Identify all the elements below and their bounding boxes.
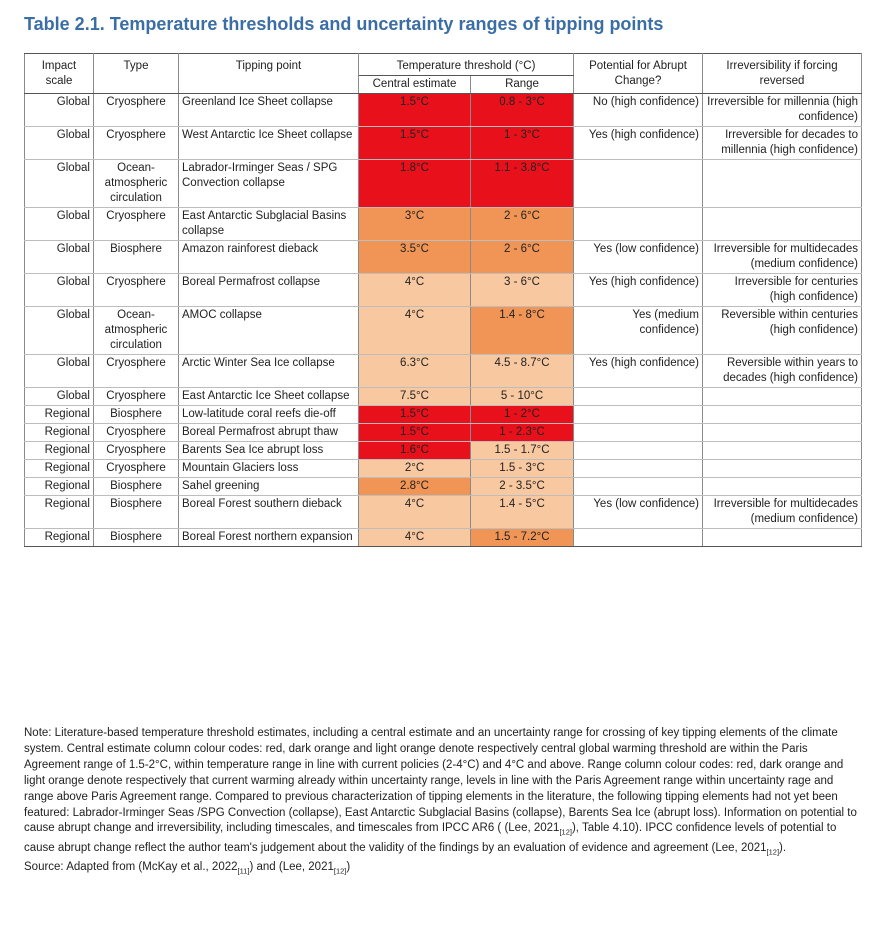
table-row <box>25 529 862 547</box>
cell-impact-scale: Global <box>25 307 94 355</box>
header-impact-scale: Impact scale <box>25 54 94 94</box>
cell-impact-scale: Global <box>25 241 94 274</box>
cell-potential <box>574 388 703 406</box>
cell-range: 1.4 - 5°C <box>471 496 574 529</box>
cell-type: Cryosphere <box>94 127 179 160</box>
table-row <box>25 406 862 424</box>
citation-ref: [12] <box>766 846 780 856</box>
cell-range: 3 - 6°C <box>471 274 574 307</box>
source-mid: ) and (Lee, 2021 <box>249 860 334 873</box>
cell-impact-scale: Regional <box>25 529 94 547</box>
header-potential-abrupt-change: Potential for Abrupt Change? <box>574 54 703 94</box>
header-irreversibility: Irreversibility if forcing reversed <box>703 54 862 94</box>
cell-central-estimate: 4°C <box>359 496 471 529</box>
cell-tipping-point: Low-latitude coral reefs die-off <box>179 406 359 424</box>
cell-tipping-point: Boreal Forest southern dieback <box>179 496 359 529</box>
cell-tipping-point: Amazon rainforest dieback <box>179 241 359 274</box>
cell-impact-scale: Global <box>25 388 94 406</box>
cell-irreversibility: Irreversible for multidecades (medium confidence) <box>703 241 862 274</box>
cell-type: Ocean-atmospheric circulation <box>94 307 179 355</box>
cell-range: 2 - 6°C <box>471 208 574 241</box>
cell-central-estimate: 2.8°C <box>359 478 471 496</box>
cell-impact-scale: Regional <box>25 496 94 529</box>
cell-type: Biosphere <box>94 406 179 424</box>
table-row <box>25 442 862 460</box>
cell-range: 1.5 - 1.7°C <box>471 442 574 460</box>
cell-impact-scale: Regional <box>25 424 94 442</box>
cell-central-estimate: 4°C <box>359 274 471 307</box>
cell-potential <box>574 460 703 478</box>
cell-central-estimate: 4°C <box>359 529 471 547</box>
cell-irreversibility <box>703 160 862 208</box>
cell-type: Cryosphere <box>94 424 179 442</box>
cell-range: 2 - 3.5°C <box>471 478 574 496</box>
cell-range: 1 - 2°C <box>471 406 574 424</box>
cell-range: 2 - 6°C <box>471 241 574 274</box>
cell-type: Biosphere <box>94 496 179 529</box>
cell-irreversibility <box>703 388 862 406</box>
cell-type: Cryosphere <box>94 274 179 307</box>
cell-central-estimate: 2°C <box>359 460 471 478</box>
cell-potential: Yes (high confidence) <box>574 274 703 307</box>
cell-central-estimate: 1.5°C <box>359 406 471 424</box>
cell-irreversibility: Reversible within years to decades (high confidence) <box>703 355 862 388</box>
table-row <box>25 460 862 478</box>
cell-potential <box>574 442 703 460</box>
cell-potential <box>574 208 703 241</box>
cell-potential: Yes (high confidence) <box>574 127 703 160</box>
cell-irreversibility <box>703 460 862 478</box>
header-type: Type <box>94 54 179 94</box>
note-end: ). <box>779 841 787 854</box>
table-row <box>25 496 862 529</box>
cell-tipping-point: Arctic Winter Sea Ice collapse <box>179 355 359 388</box>
cell-impact-scale: Regional <box>25 460 94 478</box>
cell-tipping-point: East Antarctic Subglacial Basins collapse <box>179 208 359 241</box>
table-row <box>25 127 862 160</box>
table-row <box>25 94 862 127</box>
cell-potential: No (high confidence) <box>574 94 703 127</box>
cell-potential: Yes (high confidence) <box>574 355 703 388</box>
cell-central-estimate: 1.6°C <box>359 442 471 460</box>
cell-range: 5 - 10°C <box>471 388 574 406</box>
table-row <box>25 355 862 388</box>
cell-tipping-point: East Antarctic Ice Sheet collapse <box>179 388 359 406</box>
cell-impact-scale: Global <box>25 94 94 127</box>
cell-irreversibility: Irreversible for multidecades (medium confidence) <box>703 496 862 529</box>
cell-central-estimate: 1.5°C <box>359 94 471 127</box>
cell-tipping-point: Labrador-Irminger Seas / SPG Convection collapse <box>179 160 359 208</box>
citation-ref: [12] <box>559 827 572 837</box>
table-row <box>25 388 862 406</box>
header-tipping-point: Tipping point <box>179 54 359 94</box>
cell-range: 4.5 - 8.7°C <box>471 355 574 388</box>
table-row <box>25 478 862 496</box>
cell-central-estimate: 1.8°C <box>359 160 471 208</box>
cell-central-estimate: 4°C <box>359 307 471 355</box>
table-row <box>25 424 862 442</box>
cell-potential <box>574 529 703 547</box>
cell-range: 1 - 2.3°C <box>471 424 574 442</box>
cell-irreversibility <box>703 208 862 241</box>
cell-potential <box>574 478 703 496</box>
cell-potential: Yes (low confidence) <box>574 496 703 529</box>
table-title: Table 2.1. Temperature thresholds and uncertainty ranges of tipping points <box>24 14 664 34</box>
cell-type: Cryosphere <box>94 388 179 406</box>
cell-irreversibility <box>703 406 862 424</box>
tipping-points-table <box>24 53 862 547</box>
cell-impact-scale: Global <box>25 160 94 208</box>
cell-irreversibility <box>703 424 862 442</box>
table-row <box>25 208 862 241</box>
cell-tipping-point: Boreal Permafrost abrupt thaw <box>179 424 359 442</box>
source-end: ) <box>346 860 351 873</box>
cell-range: 1.1 - 3.8°C <box>471 160 574 208</box>
table-row <box>25 274 862 307</box>
cell-potential: Yes (medium confidence) <box>574 307 703 355</box>
cell-tipping-point: West Antarctic Ice Sheet collapse <box>179 127 359 160</box>
cell-impact-scale: Global <box>25 208 94 241</box>
cell-potential <box>574 406 703 424</box>
cell-type: Cryosphere <box>94 208 179 241</box>
citation-ref: [11] <box>237 866 250 876</box>
cell-range: 1.5 - 7.2°C <box>471 529 574 547</box>
header-central-estimate: Central estimate <box>359 76 471 94</box>
cell-tipping-point: Greenland Ice Sheet collapse <box>179 94 359 127</box>
cell-central-estimate: 3.5°C <box>359 241 471 274</box>
cell-irreversibility <box>703 529 862 547</box>
cell-type: Cryosphere <box>94 460 179 478</box>
cell-type: Biosphere <box>94 241 179 274</box>
note-text: Note: Literature-based temperature threshold estimates, including a central estimate and an uncertainty range for crossing of key tipping elements of the climate system. Central estimate column colour codes: red, dark orange and light orange denote respectively central global warming threshold are within the Paris Agreement range of 1.5-2°C, within temperature range in line with current policies (2-4°C) and 4°C and above. Range column colour codes: red, dark orange and light orange denote respectively that current warming already within uncertainty range, levels in line with the Paris Agreement range within uncertainty rage and range above Paris Agreement range. Compared to previous characterization of tipping elements in the literature, the following tipping elements had not yet been featured: Labrador-Irminger Seas /SPG Convection (collapse), East Antarctic Subglacial Basins (collapse), Barents Sea Ice (abrupt loss). Information on potential to cause abrupt change and irreversibility, including timescales, and timescales from IPCC AR6 ( (Lee, 2021 <box>24 727 857 835</box>
cell-central-estimate: 6.3°C <box>359 355 471 388</box>
cell-tipping-point: AMOC collapse <box>179 307 359 355</box>
cell-impact-scale: Global <box>25 127 94 160</box>
cell-potential <box>574 424 703 442</box>
cell-range: 0.8 - 3°C <box>471 94 574 127</box>
cell-impact-scale: Regional <box>25 478 94 496</box>
cell-impact-scale: Global <box>25 355 94 388</box>
header-range: Range <box>471 76 574 94</box>
cell-type: Cryosphere <box>94 94 179 127</box>
cell-irreversibility: Irreversible for millennia (high confidence) <box>703 94 862 127</box>
table-row <box>25 307 862 355</box>
cell-impact-scale: Global <box>25 274 94 307</box>
cell-irreversibility: Irreversible for decades to millennia (high confidence) <box>703 127 862 160</box>
cell-irreversibility: Reversible within centuries (high confidence) <box>703 307 862 355</box>
source-prefix: Source: Adapted from (McKay et al., 2022 <box>24 860 238 873</box>
cell-range: 1 - 3°C <box>471 127 574 160</box>
table-row <box>25 241 862 274</box>
cell-irreversibility: Irreversible for centuries (high confidence) <box>703 274 862 307</box>
citation-ref: [12] <box>333 866 347 876</box>
cell-central-estimate: 7.5°C <box>359 388 471 406</box>
table-row <box>25 160 862 208</box>
cell-central-estimate: 1.5°C <box>359 127 471 160</box>
cell-tipping-point: Boreal Forest northern expansion <box>179 529 359 547</box>
cell-central-estimate: 1.5°C <box>359 424 471 442</box>
cell-central-estimate: 3°C <box>359 208 471 241</box>
cell-range: 1.5 - 3°C <box>471 460 574 478</box>
cell-type: Biosphere <box>94 478 179 496</box>
cell-type: Cryosphere <box>94 442 179 460</box>
cell-tipping-point: Sahel greening <box>179 478 359 496</box>
cell-irreversibility <box>703 442 862 460</box>
cell-tipping-point: Boreal Permafrost collapse <box>179 274 359 307</box>
cell-type: Cryosphere <box>94 355 179 388</box>
cell-impact-scale: Regional <box>25 406 94 424</box>
cell-tipping-point: Barents Sea Ice abrupt loss <box>179 442 359 460</box>
cell-type: Ocean-atmospheric circulation <box>94 160 179 208</box>
cell-impact-scale: Regional <box>25 442 94 460</box>
cell-range: 1.4 - 8°C <box>471 307 574 355</box>
header-temperature-threshold: Temperature threshold (°C) <box>359 54 574 76</box>
table-notes <box>24 726 862 879</box>
cell-type: Biosphere <box>94 529 179 547</box>
note-text-2: ), Table 4.10). IPCC confidence levels of potential to cause abrupt change reflect the author team's judgement about the validity of the findings by an evaluation of evidence and agreement (Lee, 2021 <box>24 822 837 854</box>
cell-irreversibility <box>703 478 862 496</box>
cell-potential <box>574 160 703 208</box>
cell-potential: Yes (low confidence) <box>574 241 703 274</box>
cell-tipping-point: Mountain Glaciers loss <box>179 460 359 478</box>
